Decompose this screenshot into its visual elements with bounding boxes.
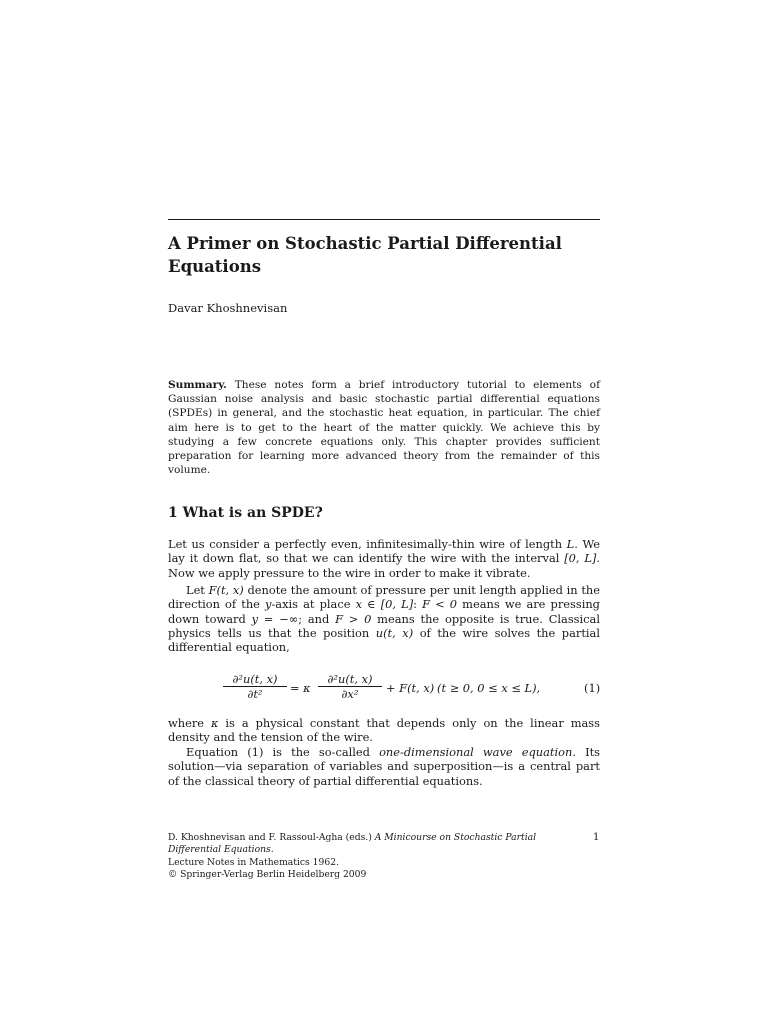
lhs-denominator: ∂t² <box>247 687 263 701</box>
text-run: ; and <box>298 611 336 626</box>
equation-condition: (t ≥ 0, 0 ≤ x ≤ L), <box>437 681 541 695</box>
rhs-numerator: ∂²u(t, x) <box>318 672 382 687</box>
summary-text: These notes form a brief introductory tutorial to elements of Gaussian noise analysis and basic stochastic partial differential equations (SPDEs) in general, and the stochastic heat equation, in particular. The chief aim here is to get to the heart of the matter quickly. We achieve this by studying a few concrete equations only. This chapter provides sufficient preparation for learning more advanced theory from the remainder of this volume. <box>168 379 600 477</box>
text-run: means the opposite is true. Classical physics tells us that the position <box>168 611 600 640</box>
lhs-numerator: ∂²u(t, x) <box>223 672 287 687</box>
text-run: of the wire solves the partial differential equation, <box>168 625 600 655</box>
paragraph-4 <box>168 745 600 788</box>
paragraph-1 <box>168 537 600 580</box>
footer-series: Lecture Notes in Mathematics 1962. <box>168 856 339 868</box>
paragraph-3 <box>168 716 600 745</box>
paragraph-2 <box>168 583 600 654</box>
footer-copyright: © Springer-Verlag Berlin Heidelberg 2009 <box>168 869 367 881</box>
equation-forcing-term: + F(t, x) <box>386 681 435 695</box>
section-heading: 1 What is an SPDE? <box>168 505 323 521</box>
math-inline: u(t, x) <box>375 625 414 640</box>
book-title: A Minicourse on Stochastic Partial <box>374 832 537 843</box>
title-rule <box>168 219 600 220</box>
math-inline: y = −∞ <box>251 611 299 626</box>
math-inline: F(t, x) <box>208 583 244 597</box>
text-run: . Its solution—via separation of variables and superposition—is a central part of the classical theory of partial differential equations. <box>168 745 600 788</box>
text-run: D. Khoshnevisan and F. Rassoul-Agha (eds.) <box>168 832 375 843</box>
footer-line <box>168 832 600 844</box>
text-run: -axis at place <box>271 597 356 612</box>
text-run: Equation (1) is the so-called <box>186 745 380 759</box>
math-inline: y <box>265 597 272 612</box>
summary-paragraph <box>168 378 600 477</box>
book-title: Differential Equations. <box>168 844 274 856</box>
emphasis: one-dimensional wave equation <box>379 745 573 759</box>
publication-footer <box>168 832 600 882</box>
text-run: . We lay it down flat, so that we can identify the wire with the interval <box>168 537 600 566</box>
math-inline: [0, L] <box>564 551 597 566</box>
math-inline: F < 0 <box>422 597 458 612</box>
text-run: : <box>413 597 423 612</box>
math-inline: x ∈ [0, L] <box>355 597 414 612</box>
rhs-fraction <box>318 672 382 702</box>
paper-title: A Primer on Stochastic Partial Differential Equations <box>168 234 562 276</box>
math-inline: κ <box>210 716 219 730</box>
equation-equals: = κ <box>290 681 311 695</box>
text-run: means we are pressing down toward <box>168 597 600 626</box>
text-run: is a physical constant that depends only on the linear mass density and the tension of the wire. <box>168 716 601 745</box>
page-number: 1 <box>593 832 600 843</box>
text-run: . Now we apply pressure to the wire in order to make it vibrate. <box>168 551 600 580</box>
math-inline: L <box>566 537 575 551</box>
text-run: Let us consider a perfectly even, infinitesimally-thin wire of length <box>168 537 567 551</box>
math-inline: F > 0 <box>335 611 372 626</box>
equation-1 <box>168 670 600 710</box>
text-run: where <box>168 716 211 730</box>
lhs-fraction <box>223 672 287 702</box>
rhs-denominator: ∂x² <box>341 687 359 701</box>
text-run: Let <box>186 583 209 597</box>
footer-line <box>168 844 600 856</box>
equation-number: (1) <box>584 681 601 695</box>
author-name: Davar Khoshnevisan <box>168 301 288 315</box>
text-run: denote the amount of pressure per unit length applied in the direction of the <box>168 583 600 612</box>
summary-label: Summary. <box>168 379 227 391</box>
